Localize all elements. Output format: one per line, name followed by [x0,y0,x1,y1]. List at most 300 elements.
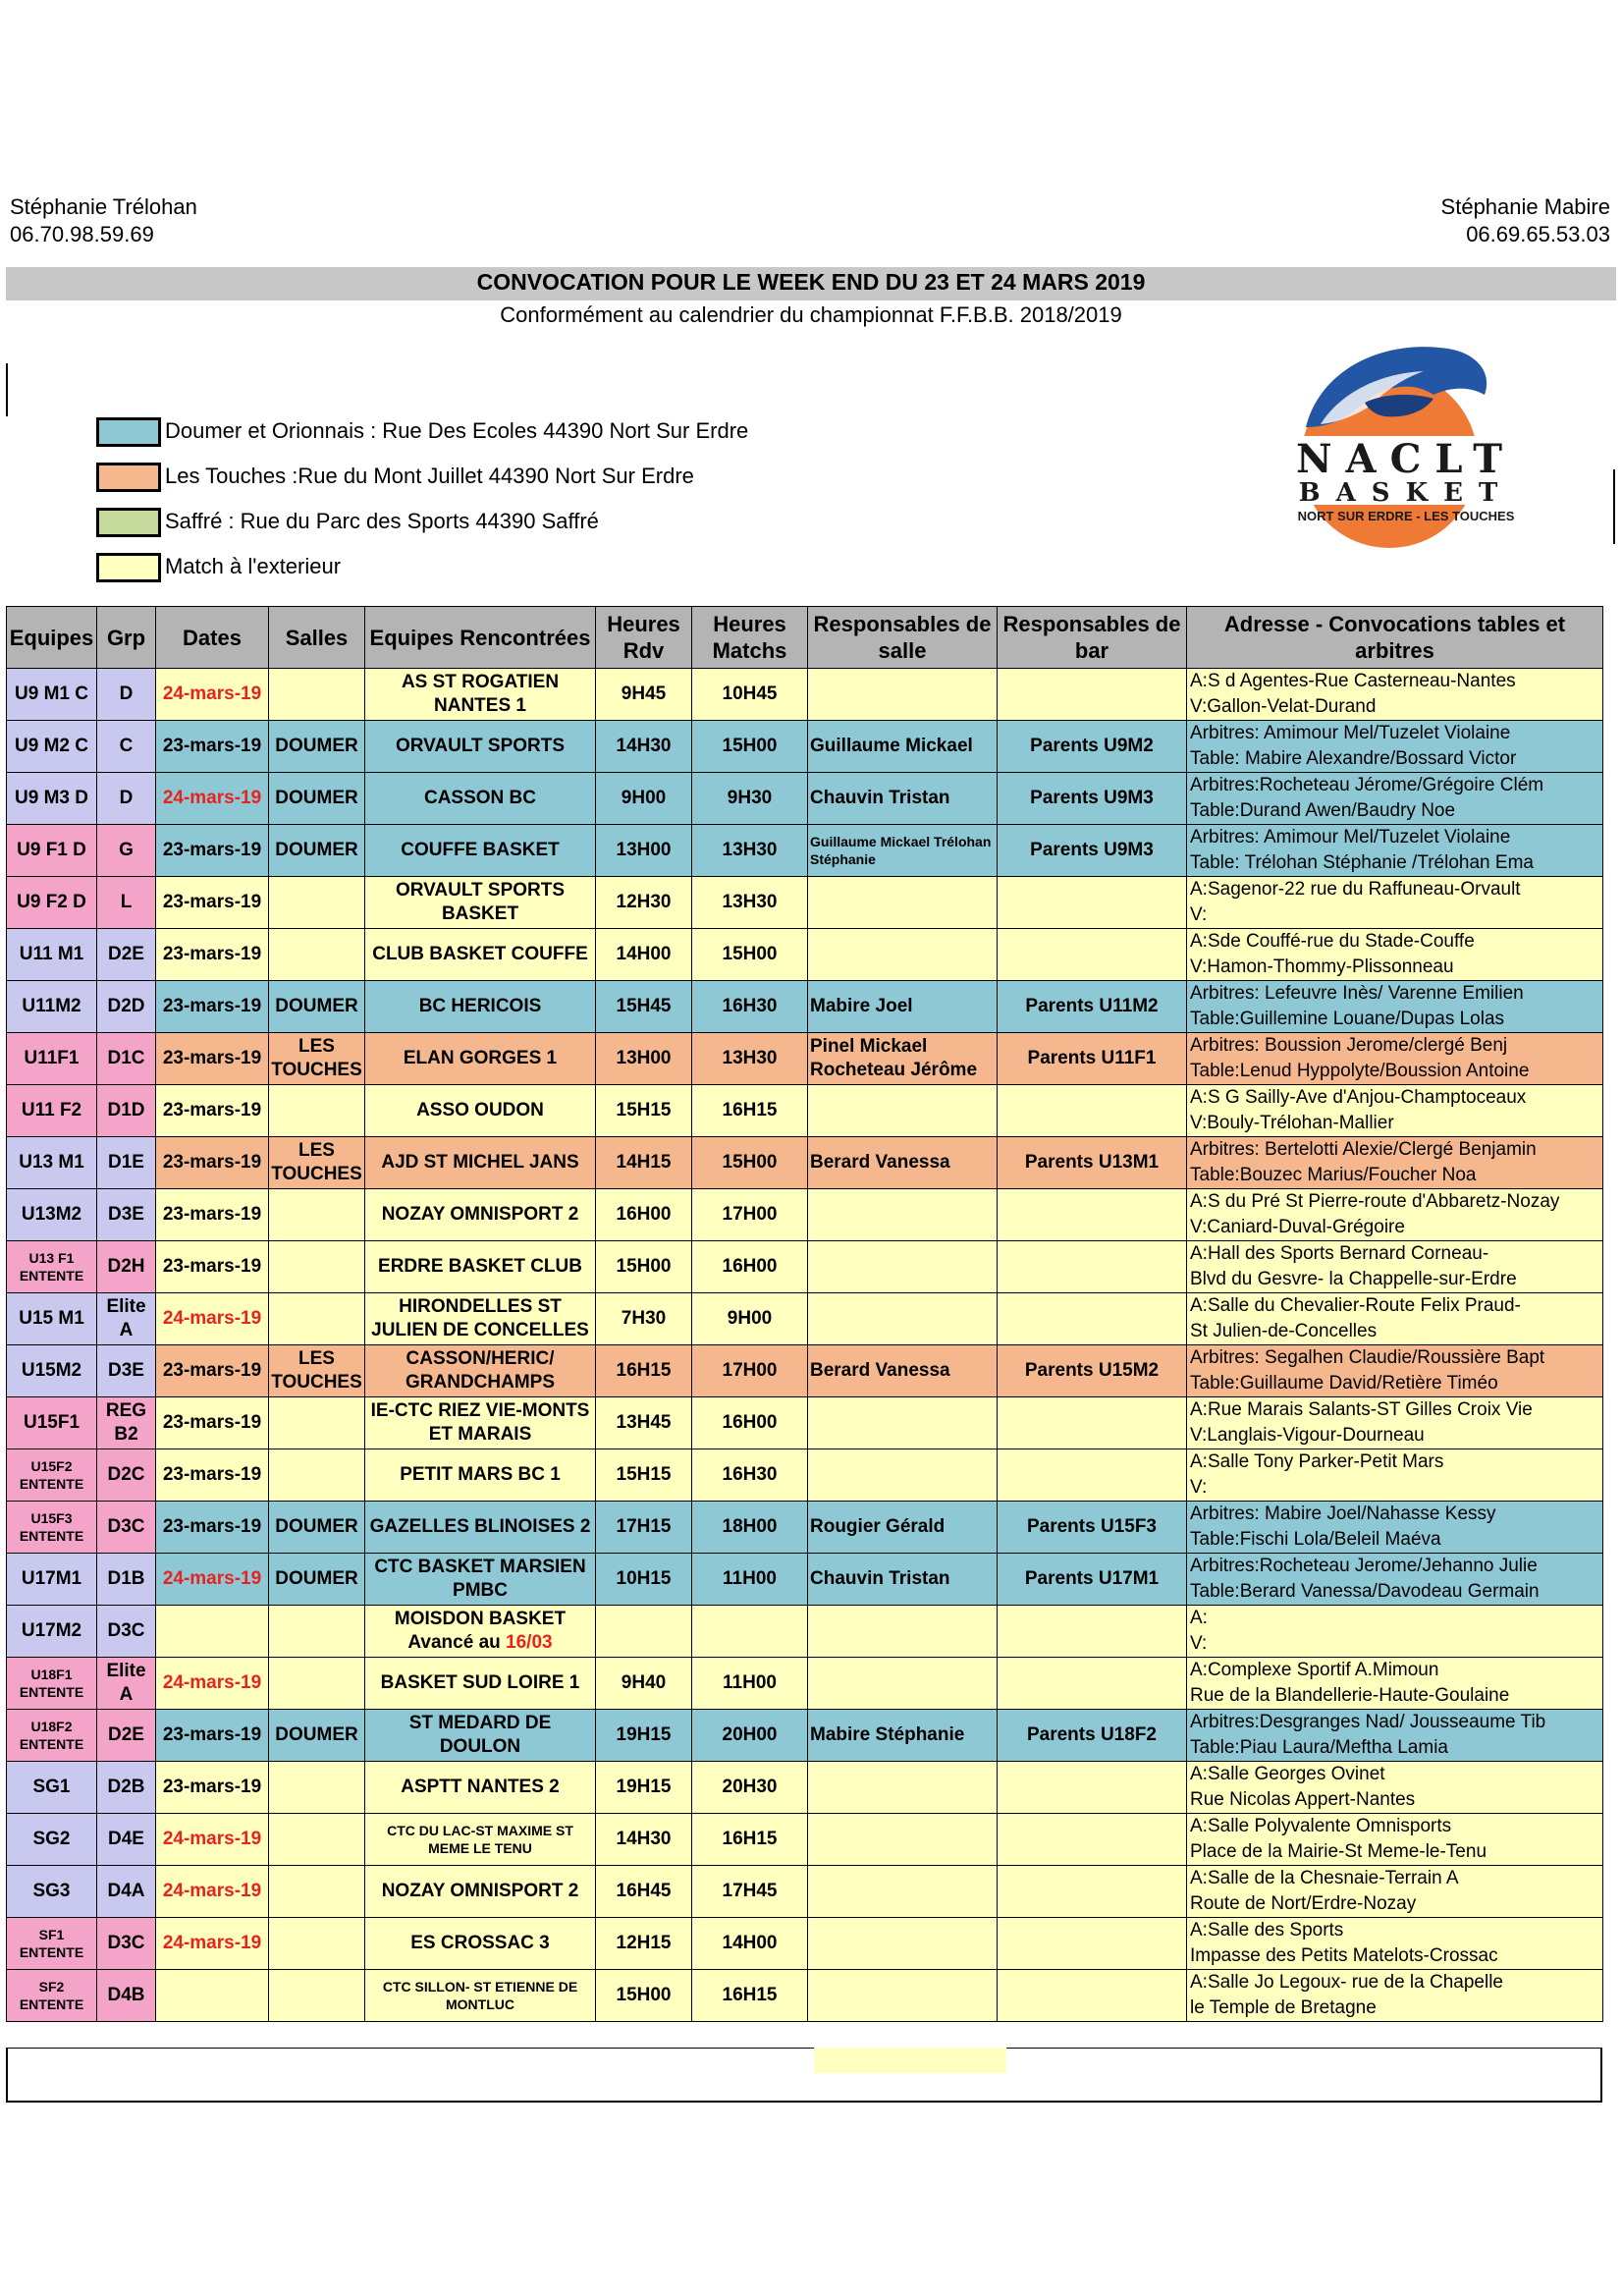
opponent-name: BC HERICOIS [418,996,542,1016]
address-line-2: V:Caniard-Duval-Grégoire [1190,1217,1405,1237]
hall-manager-cell: Rougier Gérald [808,1502,998,1554]
rdv-time-cell: 12H15 [596,1918,692,1970]
table-row [7,1814,1603,1866]
rdv-time-cell: 19H15 [596,1762,692,1814]
venue-cell [269,1085,365,1137]
opponent-cell [365,1554,596,1606]
address-line-2: Table:Piau Laura/Meftha Lamia [1190,1737,1448,1758]
logo-line1: NACLT [1295,436,1517,482]
bar-manager-cell: Parents U9M2 [998,721,1187,773]
opponent-cell [365,1814,596,1866]
hall-manager-cell [808,1189,998,1241]
group-cell: D [97,669,156,721]
bar-manager-cell [998,669,1187,721]
address-line-1: A:S G Sailly-Ave d'Anjou-Champtoceaux [1190,1087,1527,1108]
team-cell: SG3 [7,1866,97,1918]
venue-cell: DOUMER [269,825,365,877]
date-cell: 23-mars-19 [156,1762,269,1814]
opponent-cell [365,1866,596,1918]
venue-cell [269,1918,365,1970]
hall-manager-cell [808,1970,998,2022]
date-cell: 24-mars-19 [156,1866,269,1918]
team-cell: SF1 ENTENTE [7,1918,97,1970]
col-header-equipes: Equipes [7,607,97,669]
address-line-1: Arbitres: Mabire Joel/Nahasse Kessy [1190,1503,1496,1524]
table-row [7,1710,1603,1762]
col-header-rdv: Heures Rdv [596,607,692,669]
table-row [7,1189,1603,1241]
address-line-2: Route de Nort/Erdre-Nozay [1190,1893,1417,1914]
match-time-cell: 20H00 [692,1710,808,1762]
table-row [7,1085,1603,1137]
group-cell: D4B [97,1970,156,2022]
contact-right-phone: 06.69.65.53.03 [1466,222,1610,246]
opponent-cell [365,877,596,929]
date-cell: 23-mars-19 [156,1137,269,1189]
opponent-cell [365,1710,596,1762]
team-cell: U17M1 [7,1554,97,1606]
venue-cell: DOUMER [269,1502,365,1554]
hall-manager-cell [808,929,998,981]
address-line-1: A:Salle du Chevalier-Route Felix Praud- [1190,1295,1521,1316]
opponent-name: ST MEDARD DE DOULON [408,1713,552,1757]
venue-cell: DOUMER [269,1710,365,1762]
address-line-2: Table:Bouzec Marius/Foucher Noa [1190,1165,1477,1185]
hall-manager-cell: Guillaume Mickael Trélohan Stéphanie [808,825,998,877]
group-cell: C [97,721,156,773]
date-cell: 23-mars-19 [156,877,269,929]
address-line-1: Arbitres:Rocheteau Jerome/Jehanno Julie [1190,1556,1538,1576]
address-cell [1187,1502,1603,1554]
team-cell: U15 M1 [7,1293,97,1345]
address-line-1: A:Salle de la Chesnaie-Terrain A [1190,1868,1459,1888]
opponent-cell [365,1293,596,1345]
opponent-name: AJD ST MICHEL JANS [381,1152,579,1173]
match-time-cell: 11H00 [692,1658,808,1710]
address-line-2: Blvd du Gesvre- la Chappelle-sur-Erdre [1190,1269,1517,1289]
hall-manager-cell [808,1918,998,1970]
bar-manager-cell: Parents U11M2 [998,981,1187,1033]
address-line-1: A:Salle des Sports [1190,1920,1344,1941]
team-cell: U18F2 ENTENTE [7,1710,97,1762]
opponent-name: CTC SILLON- ST ETIENNE DE MONTLUC [382,1979,578,2012]
address-cell [1187,1241,1603,1293]
team-cell: U18F1 ENTENTE [7,1658,97,1710]
address-cell [1187,1710,1603,1762]
address-cell [1187,1606,1603,1658]
team-cell: U15M2 [7,1345,97,1397]
contact-right [1441,193,1610,248]
group-cell: D2E [97,1710,156,1762]
col-header-adresse: Adresse - Convocations tables et arbitres [1187,607,1603,669]
address-line-1: A:Salle Tony Parker-Petit Mars [1190,1451,1444,1472]
legend-swatch [96,417,161,447]
match-time-cell: 13H30 [692,1033,808,1085]
opponent-cell [365,773,596,825]
table-row [7,1762,1603,1814]
rdv-time-cell: 9H00 [596,773,692,825]
venue-cell: LES TOUCHES [269,1033,365,1085]
bar-manager-cell [998,1397,1187,1449]
match-time-cell: 14H00 [692,1918,808,1970]
venue-cell [269,1293,365,1345]
venue-cell [269,669,365,721]
team-cell: U11F1 [7,1033,97,1085]
match-time-cell: 9H00 [692,1293,808,1345]
table-row [7,1502,1603,1554]
date-cell: 23-mars-19 [156,1085,269,1137]
address-line-2: V: [1190,904,1208,925]
address-line-1: A:Salle Jo Legoux- rue de la Chapelle [1190,1972,1503,1993]
hall-manager-cell: Chauvin Tristan [808,1554,998,1606]
group-cell: L [97,877,156,929]
bar-manager-cell: Parents U15F3 [998,1502,1187,1554]
rdv-time-cell [596,1606,692,1658]
address-cell [1187,1397,1603,1449]
group-cell: D1E [97,1137,156,1189]
date-cell: 23-mars-19 [156,1033,269,1085]
contact-left-phone: 06.70.98.59.69 [10,222,154,246]
address-line-2: Table:Berard Vanessa/Davodeau Germain [1190,1581,1540,1602]
contact-right-name: Stéphanie Mabire [1440,194,1610,219]
address-line-2: Rue Nicolas Appert-Nantes [1190,1789,1416,1810]
table-footer-row [6,2048,1602,2103]
group-cell: D3E [97,1189,156,1241]
opponent-cell [365,1918,596,1970]
group-cell: D1C [97,1033,156,1085]
logo-line3: NORT SUR ERDRE - LES TOUCHES [1297,509,1515,523]
match-time-cell [692,1606,808,1658]
match-time-cell: 17H00 [692,1345,808,1397]
opponent-name: ELAN GORGES 1 [403,1048,558,1068]
opponent-name: CLUB BASKET COUFFE [372,944,588,964]
team-cell: U15F3 ENTENTE [7,1502,97,1554]
address-cell [1187,981,1603,1033]
rdv-time-cell: 7H30 [596,1293,692,1345]
team-cell: U9 M3 D [7,773,97,825]
date-cell: 23-mars-19 [156,1502,269,1554]
hall-manager-cell [808,1293,998,1345]
address-line-1: Arbitres:Rocheteau Jérome/Grégoire Clém [1190,775,1544,795]
venue-cell [269,1866,365,1918]
group-cell: D2B [97,1762,156,1814]
contact-left [10,193,197,248]
opponent-name: ASPTT NANTES 2 [401,1777,560,1797]
table-row [7,1033,1603,1085]
address-cell [1187,1866,1603,1918]
match-time-cell: 16H15 [692,1814,808,1866]
col-header-rencontrees: Equipes Rencontrées [365,607,596,669]
hall-manager-cell [808,1762,998,1814]
opponent-name: IE-CTC RIEZ VIE-MONTS ET MARAIS [370,1400,590,1445]
team-cell: U15F2 ENTENTE [7,1449,97,1502]
bar-manager-cell [998,1293,1187,1345]
rdv-time-cell: 19H15 [596,1710,692,1762]
team-cell: U13 M1 [7,1137,97,1189]
address-line-2: V: [1190,1477,1208,1498]
header-row [7,607,1603,669]
opponent-cell [365,1397,596,1449]
opponent-cell [365,1502,596,1554]
bar-manager-cell [998,1970,1187,2022]
venue-cell [269,1397,365,1449]
hall-manager-cell [808,1814,998,1866]
bar-manager-cell: Parents U17M1 [998,1554,1187,1606]
opponent-name: NOZAY OMNISPORT 2 [381,1881,579,1901]
address-cell [1187,1137,1603,1189]
team-cell: U17M2 [7,1606,97,1658]
opponent-name: COUFFE BASKET [401,840,560,860]
date-cell: 23-mars-19 [156,1710,269,1762]
address-cell [1187,877,1603,929]
hall-manager-cell: Mabire Stéphanie [808,1710,998,1762]
group-cell: Elite A [97,1293,156,1345]
opponent-name: GAZELLES BLINOISES 2 [369,1516,591,1537]
col-header-resp-bar: Responsables de bar [998,607,1187,669]
address-line-2: Impasse des Petits Matelots-Crossac [1190,1945,1498,1966]
match-time-cell: 16H00 [692,1241,808,1293]
bar-manager-cell: Parents U15M2 [998,1345,1187,1397]
rdv-time-cell: 17H15 [596,1502,692,1554]
rdv-time-cell: 16H45 [596,1866,692,1918]
col-header-dates: Dates [156,607,269,669]
address-cell [1187,1033,1603,1085]
team-cell: SG2 [7,1814,97,1866]
opponent-cell [365,1658,596,1710]
rdv-time-cell: 15H45 [596,981,692,1033]
group-cell: D3C [97,1606,156,1658]
address-line-2: St Julien-de-Concelles [1190,1321,1378,1341]
match-time-cell: 20H30 [692,1762,808,1814]
opponent-name: PETIT MARS BC 1 [400,1464,561,1485]
venue-cell [269,1814,365,1866]
opponent-name: ORVAULT SPORTS [395,736,566,756]
col-header-matchs: Heures Matchs [692,607,808,669]
date-cell: 23-mars-19 [156,825,269,877]
date-cell: 24-mars-19 [156,1293,269,1345]
venue-cell [269,1449,365,1502]
bar-manager-cell: Parents U11F1 [998,1033,1187,1085]
date-cell: 24-mars-19 [156,1554,269,1606]
opponent-name: MOISDON BASKET [394,1609,567,1629]
rdv-time-cell: 14H15 [596,1137,692,1189]
address-line-1: A:Sagenor-22 rue du Raffuneau-Orvault [1190,879,1521,900]
opponent-cell [365,1241,596,1293]
venue-cell [269,929,365,981]
opponent-name: ASSO OUDON [416,1100,544,1121]
table-row [7,981,1603,1033]
rdv-time-cell: 15H15 [596,1449,692,1502]
address-line-2: Table: Trélohan Stéphanie /Trélohan Ema [1190,852,1534,873]
venue-cell [269,1762,365,1814]
opponent-cell [365,1137,596,1189]
match-time-cell: 16H00 [692,1397,808,1449]
table-row [7,1293,1603,1345]
date-cell [156,1606,269,1658]
address-cell [1187,1449,1603,1502]
opponent-cell [365,1345,596,1397]
group-cell: D1B [97,1554,156,1606]
address-cell [1187,773,1603,825]
legend-label: Les Touches :Rue du Mont Juillet 44390 Nort Sur Erdre [165,464,694,488]
date-cell: 23-mars-19 [156,981,269,1033]
opponent-name: ERDRE BASKET CLUB [378,1256,582,1277]
group-cell: D3C [97,1502,156,1554]
footer-highlight [814,2048,1006,2073]
opponent-name: CTC BASKET MARSIEN PMBC [374,1557,586,1601]
match-time-cell: 15H00 [692,929,808,981]
address-cell [1187,1918,1603,1970]
date-cell: 23-mars-19 [156,1397,269,1449]
group-cell: REG B2 [97,1397,156,1449]
address-cell [1187,1345,1603,1397]
match-time-cell: 15H00 [692,1137,808,1189]
hall-manager-cell [808,1085,998,1137]
table-row [7,929,1603,981]
group-cell: D1D [97,1085,156,1137]
table-row [7,1606,1603,1658]
address-line-1: A:S du Pré St Pierre-route d'Abbaretz-Nozay [1190,1191,1560,1212]
hall-manager-cell: Guillaume Mickael [808,721,998,773]
address-line-1: A:Rue Marais Salants-ST Gilles Croix Vie [1190,1399,1533,1420]
address-cell [1187,1085,1603,1137]
address-line-2: V:Gallon-Velat-Durand [1190,696,1377,717]
address-line-2: Place de la Mairie-St Meme-le-Tenu [1190,1841,1487,1862]
legend-label: Match à l'exterieur [165,554,342,578]
opponent-cell [365,981,596,1033]
address-cell [1187,1554,1603,1606]
bar-manager-cell [998,1085,1187,1137]
date-cell: 24-mars-19 [156,669,269,721]
team-cell: SF2 ENTENTE [7,1970,97,2022]
address-line-2: Rue de la Blandellerie-Haute-Goulaine [1190,1685,1510,1706]
date-cell: 24-mars-19 [156,1918,269,1970]
address-cell [1187,1658,1603,1710]
rdv-time-cell: 9H40 [596,1658,692,1710]
address-cell [1187,1970,1603,2022]
team-cell: U11M2 [7,981,97,1033]
venue-cell: DOUMER [269,981,365,1033]
rdv-time-cell: 9H45 [596,669,692,721]
address-line-1: A:S d Agentes-Rue Casterneau-Nantes [1190,671,1516,691]
hall-manager-cell [808,877,998,929]
table-row [7,1241,1603,1293]
address-line-2: Table: Mabire Alexandre/Bossard Victor [1190,748,1517,769]
opponent-cell [365,825,596,877]
address-line-1: Arbitres: Amimour Mel/Tuzelet Violaine [1190,723,1511,743]
team-cell: U15F1 [7,1397,97,1449]
opponent-name: ES CROSSAC 3 [410,1933,550,1953]
match-time-cell: 17H45 [692,1866,808,1918]
date-cell: 23-mars-19 [156,1189,269,1241]
address-cell [1187,825,1603,877]
address-line-2: V:Langlais-Vigour-Dourneau [1190,1425,1425,1446]
venue-cell [269,877,365,929]
opponent-name: CASSON/HERIC/ GRANDCHAMPS [406,1348,555,1393]
bar-manager-cell [998,1606,1187,1658]
group-cell: D4E [97,1814,156,1866]
team-cell: U13 F1 ENTENTE [7,1241,97,1293]
venue-cell: LES TOUCHES [269,1345,365,1397]
hall-manager-cell: Mabire Joel [808,981,998,1033]
group-cell: D3E [97,1345,156,1397]
match-time-cell: 16H30 [692,1449,808,1502]
table-row [7,1918,1603,1970]
rdv-time-cell: 12H30 [596,877,692,929]
address-line-2: Table:Guillaume David/Retière Timéo [1190,1373,1498,1394]
opponent-cell [365,1085,596,1137]
opponent-cell [365,1970,596,2022]
col-header-resp-salle: Responsables de salle [808,607,998,669]
opponent-cell [365,1762,596,1814]
hall-manager-cell: Berard Vanessa [808,1137,998,1189]
match-time-cell: 15H00 [692,721,808,773]
col-header-salles: Salles [269,607,365,669]
rdv-time-cell: 16H00 [596,1189,692,1241]
rdv-time-cell: 14H00 [596,929,692,981]
address-line-2: le Temple de Bretagne [1190,1997,1377,2018]
col-header-grp: Grp [97,607,156,669]
address-cell [1187,721,1603,773]
opponent-cell [365,669,596,721]
team-cell: U9 M1 C [7,669,97,721]
address-line-2: Table:Fischi Lola/Beleil Maéva [1190,1529,1441,1550]
date-cell: 23-mars-19 [156,1449,269,1502]
match-time-cell: 11H00 [692,1554,808,1606]
venue-cell [269,1606,365,1658]
table-row [7,773,1603,825]
opponent-name: CTC DU LAC-ST MAXIME ST MEME LE TENU [387,1823,573,1856]
address-line-2: Table:Lenud Hyppolyte/Boussion Antoine [1190,1061,1530,1081]
table-row [7,1397,1603,1449]
opponent-name: BASKET SUD LOIRE 1 [380,1672,580,1693]
group-cell: D4A [97,1866,156,1918]
frame-left-line [6,363,8,416]
address-cell [1187,1189,1603,1241]
match-time-cell: 10H45 [692,669,808,721]
address-line-1: A:Complexe Sportif A.Mimoun [1190,1660,1439,1680]
hall-manager-cell [808,669,998,721]
date-cell [156,1970,269,2022]
hall-manager-cell [808,1449,998,1502]
group-cell: G [97,825,156,877]
table-row [7,669,1603,721]
table-row [7,877,1603,929]
opponent-name: CASSON BC [423,788,536,808]
bar-manager-cell: Parents U9M3 [998,773,1187,825]
rdv-time-cell: 13H00 [596,825,692,877]
team-cell: U11 M1 [7,929,97,981]
address-line-2: V:Hamon-Thommy-Plissonneau [1190,957,1454,977]
venue-cell: DOUMER [269,721,365,773]
address-line-1: A:Sde Couffé-rue du Stade-Couffe [1190,931,1475,952]
opponent-name: NOZAY OMNISPORT 2 [381,1204,579,1225]
legend-label: Saffré : Rue du Parc des Sports 44390 Saffré [165,509,599,533]
legend-swatch [96,508,161,537]
address-line-1: Arbitres: Boussion Jerome/clergé Benj [1190,1035,1508,1056]
bar-manager-cell: Parents U18F2 [998,1710,1187,1762]
address-line-2: Table:Durand Awen/Baudry Noe [1190,800,1456,821]
team-cell: SG1 [7,1762,97,1814]
address-cell [1187,1814,1603,1866]
address-cell [1187,1762,1603,1814]
frame-right-line [1613,469,1615,544]
address-line-1: Arbitres:Desgranges Nad/ Jousseaume Tib [1190,1712,1546,1732]
date-cell: 24-mars-19 [156,1814,269,1866]
match-time-cell: 17H00 [692,1189,808,1241]
hall-manager-cell [808,1606,998,1658]
page-subtitle: Conformément au calendrier du championnat F.F.B.B. 2018/2019 [500,302,1122,327]
